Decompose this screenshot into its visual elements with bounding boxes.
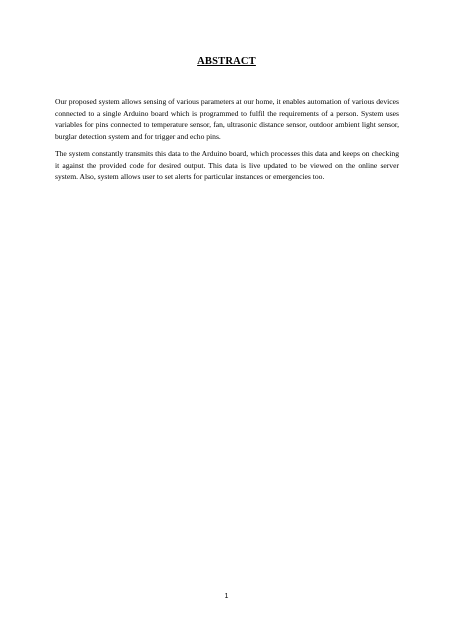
abstract-paragraph-1: Our proposed system allows sensing of various parameters at our home, it enables automation of various devices connected to a single Arduino board which is programmed to fulfil the requirements of a person. System uses variables for pins connected to temperature sensor, fan, ultrasonic distance sensor, outdoor ambient light sensor, burglar detection system and for trigger and echo pins. [55, 97, 399, 141]
abstract-paragraph-2: The system constantly transmits this data to the Arduino board, which processes this data and keeps on checking it against the provided code for desired output. This data is live updated to be viewed on the online server system. Also, system allows user to set alerts for particular instances or emergencies too. [55, 149, 399, 181]
abstract-heading: ABSTRACT [197, 56, 256, 67]
page-number: 1 [224, 593, 229, 600]
abstract-body [55, 96, 399, 189]
